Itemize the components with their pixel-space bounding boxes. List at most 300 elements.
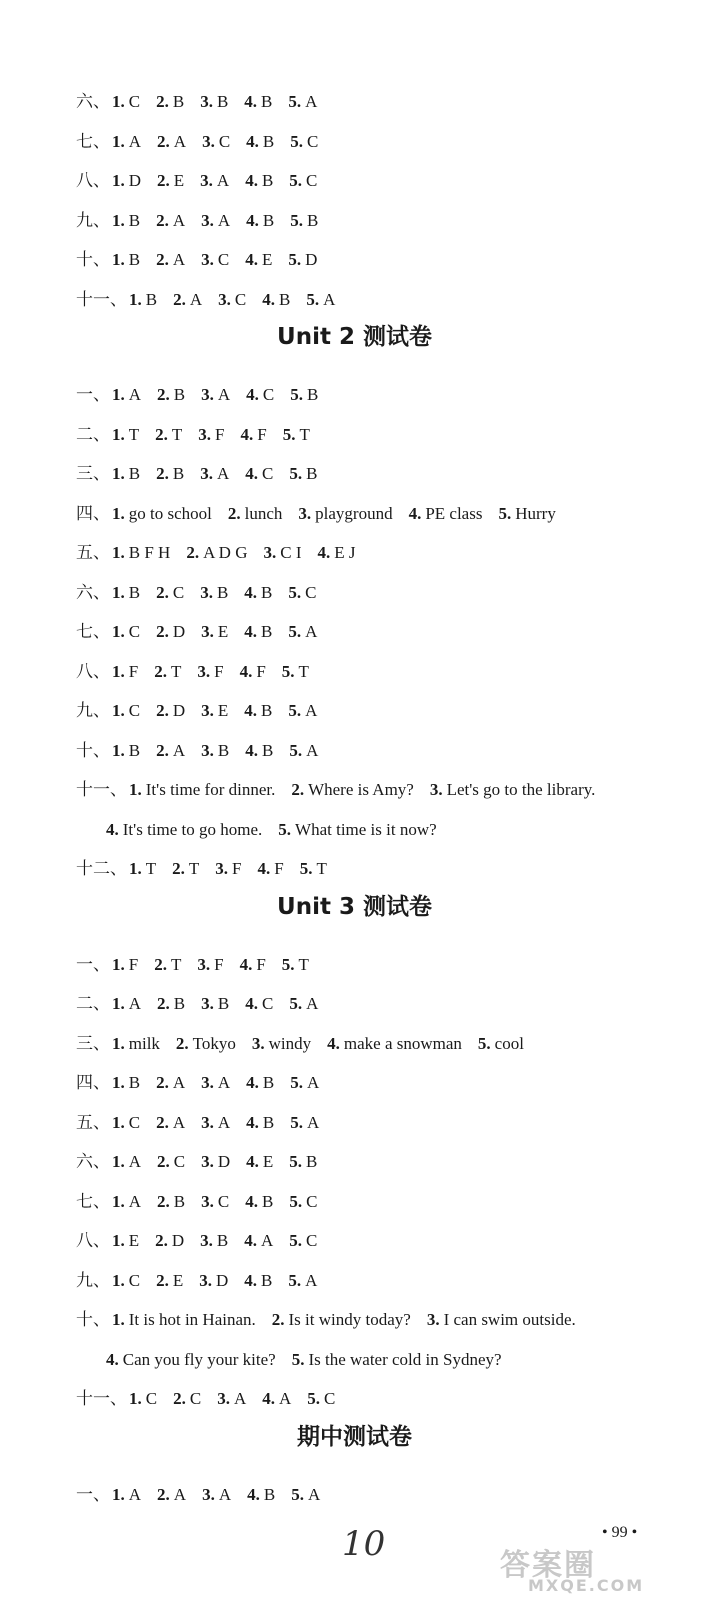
answer-number: 1. xyxy=(112,210,125,230)
answer-value: A xyxy=(278,1389,292,1408)
answer-value: F xyxy=(232,859,242,878)
answer-value: C xyxy=(128,1270,141,1290)
answer-number: 4. xyxy=(245,464,258,483)
answer-item xyxy=(201,1113,230,1133)
answer-item xyxy=(202,1485,231,1505)
answer-number: 5. xyxy=(288,582,302,602)
answer-row xyxy=(76,1073,335,1093)
answer-number: 2. xyxy=(154,661,167,681)
answer-number: 5. xyxy=(291,1484,304,1504)
answer-value: B xyxy=(261,171,274,190)
answer-value: A xyxy=(128,385,142,404)
answer-row xyxy=(76,504,572,524)
answer-number: 3. xyxy=(426,1310,440,1329)
question-group-label: 三、 xyxy=(76,464,110,483)
answer-value: A xyxy=(128,131,142,151)
answer-item xyxy=(200,92,228,112)
answer-number: 2. xyxy=(291,780,305,799)
answer-number: 2. xyxy=(156,250,169,269)
answer-number: 3. xyxy=(201,994,214,1013)
answer-number: 1. xyxy=(112,1484,125,1504)
answer-value: Is it windy today? xyxy=(288,1310,411,1329)
answer-number: 2. xyxy=(157,131,170,151)
answer-number: 1. xyxy=(112,424,125,444)
answer-item xyxy=(240,662,266,682)
answer-value: make a snowman xyxy=(343,1033,462,1053)
answer-item xyxy=(112,1113,140,1133)
answer-value: T xyxy=(298,954,309,974)
answer-number: 2. xyxy=(156,1112,169,1132)
answer-number: 4. xyxy=(245,171,258,190)
answer-row xyxy=(76,250,333,270)
answer-item xyxy=(157,171,184,191)
answer-item xyxy=(244,1271,272,1291)
answer-number: 4. xyxy=(244,582,258,602)
answer-value: I can swim outside. xyxy=(443,1310,576,1329)
answer-value: B xyxy=(173,385,186,404)
answer-value: C xyxy=(189,1389,202,1408)
question-group-label: 十、 xyxy=(76,740,110,760)
answer-number: 4. xyxy=(106,1349,119,1369)
answer-value: A xyxy=(172,1073,186,1092)
answer-row xyxy=(76,464,333,484)
answer-item xyxy=(201,1192,229,1212)
answer-number: 1. xyxy=(112,1231,125,1250)
answer-number: 2. xyxy=(157,171,170,190)
answer-item xyxy=(112,1310,256,1330)
answer-number: 3. xyxy=(215,859,229,878)
answer-number: 2. xyxy=(157,1484,170,1504)
answer-number: 1. xyxy=(112,92,125,111)
answer-number: 5. xyxy=(290,131,303,151)
answer-item xyxy=(112,504,212,524)
answer-number: 1. xyxy=(129,859,142,878)
answer-number: 2. xyxy=(156,1073,169,1092)
answer-value: A xyxy=(128,994,142,1013)
answer-row xyxy=(76,583,332,603)
answer-item xyxy=(197,662,223,682)
question-group-label: 二、 xyxy=(76,424,110,444)
answer-item xyxy=(498,504,555,524)
answer-number: 1. xyxy=(112,131,125,151)
answer-value: B xyxy=(261,1191,274,1211)
answer-value: B xyxy=(306,464,318,483)
answer-number: 5. xyxy=(306,289,320,309)
answer-value: A xyxy=(172,1112,186,1132)
answer-item xyxy=(262,1389,291,1409)
answer-number: 3. xyxy=(218,289,231,309)
answer-item xyxy=(156,250,185,270)
question-group-label: 九、 xyxy=(76,701,110,720)
answer-value: What time is it now? xyxy=(295,819,437,839)
answer-item xyxy=(129,290,157,310)
answer-item xyxy=(288,92,317,112)
answer-number: 1. xyxy=(112,543,125,562)
answer-value: C xyxy=(128,622,141,641)
answer-value: C xyxy=(128,701,141,720)
answer-item xyxy=(289,1231,317,1251)
answer-item xyxy=(200,583,228,603)
answer-value: B xyxy=(261,740,274,760)
answer-value: B xyxy=(216,1231,229,1250)
answer-value: C xyxy=(306,1231,318,1250)
answer-item xyxy=(112,250,140,270)
answer-row xyxy=(76,543,371,563)
question-group-label: 五、 xyxy=(76,1112,110,1132)
answer-value: go to school xyxy=(128,503,212,523)
answer-number: 4. xyxy=(245,1191,258,1211)
answer-item xyxy=(244,583,272,603)
answer-row xyxy=(76,385,334,405)
answer-number: 4. xyxy=(262,1389,275,1408)
question-group-label: 十、 xyxy=(76,250,110,269)
answer-item xyxy=(201,1073,230,1093)
answer-item xyxy=(201,211,230,231)
answer-number: 2. xyxy=(156,210,169,230)
question-group-label: 三、 xyxy=(76,1033,110,1053)
answer-item xyxy=(290,1113,319,1133)
question-group-label: 八、 xyxy=(76,171,110,190)
answer-value: B xyxy=(263,1484,276,1504)
answer-item xyxy=(215,859,241,879)
answer-row xyxy=(76,1271,333,1291)
watermark-main: 答案圈 xyxy=(500,1548,596,1583)
answer-number: 1. xyxy=(112,661,125,681)
answer-value: B xyxy=(128,464,141,483)
answer-item xyxy=(290,132,318,152)
answer-number: 3. xyxy=(298,503,312,523)
answer-item xyxy=(200,1231,228,1251)
answer-number: 1. xyxy=(112,1073,125,1092)
answer-number: 2. xyxy=(156,740,169,760)
section-heading: Unit 3 测试卷 xyxy=(277,893,432,920)
answer-number: 5. xyxy=(307,1389,320,1408)
question-group-label: 四、 xyxy=(76,1073,110,1092)
answer-number: 4. xyxy=(246,1112,259,1132)
answer-number: 3. xyxy=(199,1270,212,1290)
answer-value: A xyxy=(323,289,336,309)
answer-value: Let's go to the library. xyxy=(446,780,596,799)
answer-value: B xyxy=(306,1152,318,1171)
answer-value: lunch xyxy=(244,503,283,523)
answer-row xyxy=(76,1113,335,1133)
answer-row xyxy=(76,622,333,642)
answer-number: 3. xyxy=(201,740,214,760)
answer-number: 4. xyxy=(106,819,119,839)
answer-value: B xyxy=(145,289,158,309)
answer-value: F xyxy=(214,661,224,681)
question-group-label: 八、 xyxy=(76,1231,110,1250)
answer-item xyxy=(218,290,246,310)
answer-number: 2. xyxy=(175,1033,189,1053)
answer-value: C xyxy=(261,994,274,1013)
answer-value: E xyxy=(173,171,185,190)
answer-value: E xyxy=(262,1152,274,1171)
question-group-label: 九、 xyxy=(76,210,110,230)
answer-item xyxy=(157,1485,186,1505)
answer-value: B xyxy=(128,210,141,230)
answer-value: A xyxy=(307,1112,320,1132)
answer-item xyxy=(307,1389,335,1409)
answer-item xyxy=(298,504,392,524)
answer-item xyxy=(112,1271,140,1291)
answer-number: 2. xyxy=(271,1310,285,1329)
answer-number: 3. xyxy=(200,92,213,111)
answer-item xyxy=(202,132,230,152)
answer-row xyxy=(76,1485,336,1505)
answer-number: 2. xyxy=(156,92,169,111)
answer-number: 5. xyxy=(288,701,302,720)
answer-value: It's time to go home. xyxy=(122,819,263,839)
answer-value: D xyxy=(172,622,186,641)
answer-number: 5. xyxy=(278,819,292,839)
answer-value: A xyxy=(216,464,230,483)
answer-number: 2. xyxy=(156,464,169,483)
answer-value: C xyxy=(218,131,231,151)
answer-item xyxy=(112,741,140,761)
answer-value: B xyxy=(128,1073,141,1092)
answer-value: B xyxy=(262,131,275,151)
answer-value: cool xyxy=(494,1033,524,1053)
answer-item xyxy=(245,250,272,270)
answer-item xyxy=(246,385,274,405)
answer-number: 5. xyxy=(288,250,302,269)
answer-number: 3. xyxy=(429,780,443,799)
answer-item xyxy=(290,211,318,231)
answer-item xyxy=(290,385,318,405)
answer-item xyxy=(112,171,141,191)
answer-number: 3. xyxy=(202,131,215,151)
question-group-label: 一、 xyxy=(76,385,110,404)
answer-number: 5. xyxy=(289,994,303,1013)
answer-value: B xyxy=(261,1270,273,1290)
question-group-label: 十一、 xyxy=(76,289,127,309)
answer-value: B F H xyxy=(128,543,171,562)
answer-number: 1. xyxy=(112,582,125,602)
answer-number: 4. xyxy=(244,701,258,720)
question-group-label: 六、 xyxy=(76,92,110,111)
answer-number: 3. xyxy=(217,1389,230,1408)
answer-number: 3. xyxy=(201,250,214,269)
answer-item xyxy=(155,425,182,445)
answer-value: windy xyxy=(268,1033,312,1053)
answer-item xyxy=(198,425,224,445)
answer-value: F xyxy=(128,954,139,974)
answer-item xyxy=(246,1152,273,1172)
answer-number: 2. xyxy=(157,1191,170,1211)
answer-number: 1. xyxy=(112,464,125,483)
answer-item xyxy=(244,701,272,721)
question-group-label: 一、 xyxy=(76,1484,110,1504)
answer-number: 1. xyxy=(112,1112,125,1132)
answer-value: F xyxy=(215,424,225,444)
question-group-label: 四、 xyxy=(76,503,110,523)
answer-row xyxy=(76,662,325,682)
answer-value: C xyxy=(217,1191,230,1211)
answer-number: 5. xyxy=(288,92,302,111)
answer-value: B xyxy=(261,582,273,602)
answer-value: A xyxy=(217,1112,231,1132)
answer-value: A xyxy=(173,131,187,151)
answer-value: T xyxy=(171,424,183,444)
answer-item xyxy=(156,583,184,603)
answer-number: 5. xyxy=(290,385,303,404)
answer-number: 4. xyxy=(408,503,422,523)
question-group-label: 十二、 xyxy=(76,859,127,878)
answer-number: 2. xyxy=(156,622,169,641)
answer-value: T xyxy=(170,954,182,974)
answer-number: 4. xyxy=(317,543,331,562)
answer-value: A xyxy=(172,210,186,230)
answer-number: 3. xyxy=(201,1191,214,1211)
answer-item xyxy=(112,662,138,682)
answer-item xyxy=(306,290,335,310)
answer-value: A xyxy=(172,250,186,269)
answer-row xyxy=(76,741,334,761)
answer-item xyxy=(201,385,230,405)
answer-value: A xyxy=(306,740,319,760)
answer-number: 4. xyxy=(257,859,271,878)
answer-number: 4. xyxy=(246,385,259,404)
answer-row xyxy=(76,1231,333,1251)
answer-item xyxy=(478,1034,524,1054)
question-group-label: 七、 xyxy=(76,622,110,641)
answer-item xyxy=(288,1271,317,1291)
answer-value: A xyxy=(306,994,319,1013)
answer-item xyxy=(201,250,229,270)
answer-number: 2. xyxy=(155,1231,168,1250)
answer-item xyxy=(263,543,301,563)
question-group-label: 八、 xyxy=(76,661,110,681)
answer-value: playground xyxy=(315,503,393,523)
answer-item xyxy=(201,741,229,761)
answer-number: 4. xyxy=(244,1270,258,1290)
answer-value: C xyxy=(172,582,185,602)
answer-value: F xyxy=(257,424,267,444)
answer-number: 4. xyxy=(245,740,258,760)
answer-row xyxy=(76,859,343,879)
answer-number: 4. xyxy=(246,1152,259,1171)
answer-value: E xyxy=(217,701,229,720)
answer-number: 5. xyxy=(281,954,295,974)
answer-item xyxy=(129,780,275,800)
answer-value: B xyxy=(173,1191,186,1211)
answer-number: 3. xyxy=(197,661,211,681)
answer-item xyxy=(300,859,327,879)
answer-value: C xyxy=(305,582,317,602)
answer-value: milk xyxy=(128,1033,160,1053)
answer-number: 3. xyxy=(198,424,212,444)
answer-number: 2. xyxy=(173,1389,186,1408)
answer-value: Hurry xyxy=(515,503,556,523)
answer-value: F xyxy=(256,661,266,681)
answer-item xyxy=(246,132,274,152)
answer-value: C xyxy=(173,1152,186,1171)
answer-value: A xyxy=(218,1484,232,1504)
answer-number: 5. xyxy=(289,1231,303,1250)
answer-number: 3. xyxy=(263,543,277,562)
answer-item xyxy=(288,701,317,721)
answer-item xyxy=(241,425,267,445)
answer-number: 1. xyxy=(112,385,125,404)
answer-item xyxy=(186,543,247,563)
answer-row xyxy=(76,92,333,112)
answer-value: D xyxy=(215,1270,229,1290)
answer-number: 3. xyxy=(202,1484,215,1504)
answer-item xyxy=(112,1231,139,1251)
section-heading: Unit 2 测试卷 xyxy=(277,324,432,350)
answer-value: T xyxy=(145,859,157,878)
answer-number: 4. xyxy=(247,1484,260,1504)
answer-item xyxy=(112,385,141,405)
answer-value: B xyxy=(217,740,230,760)
answer-item xyxy=(246,1073,274,1093)
answer-number: 1. xyxy=(112,954,125,974)
answer-value: C xyxy=(306,1191,318,1211)
answer-value: B xyxy=(172,92,185,111)
answer-item xyxy=(112,994,141,1014)
answer-number: 1. xyxy=(112,994,125,1013)
answer-number: 3. xyxy=(200,1231,213,1250)
answer-value: B xyxy=(217,994,230,1013)
answer-value: C xyxy=(324,1389,336,1408)
answer-number: 4. xyxy=(245,994,258,1013)
answer-item xyxy=(200,171,229,191)
answer-item xyxy=(430,780,596,800)
answer-number: 4. xyxy=(239,661,253,681)
answer-number: 1. xyxy=(112,1270,125,1290)
question-group-label: 十一、 xyxy=(76,780,127,799)
answer-item xyxy=(172,859,199,879)
answer-row xyxy=(76,290,351,310)
answer-item xyxy=(106,820,262,840)
answer-number: 2. xyxy=(156,582,169,602)
answer-item xyxy=(156,1113,185,1133)
answer-number: 5. xyxy=(290,210,303,230)
answer-number: 2. xyxy=(155,424,168,444)
answer-number: 3. xyxy=(200,582,213,602)
answer-number: 5. xyxy=(288,1270,302,1290)
answer-value: A xyxy=(233,1389,247,1408)
answer-number: 3. xyxy=(251,1033,265,1053)
question-group-label: 一、 xyxy=(76,954,110,974)
answer-value: B xyxy=(262,210,275,230)
answer-item xyxy=(228,504,283,524)
answer-item xyxy=(252,1034,311,1054)
answer-value: B xyxy=(216,92,229,111)
answer-value: C I xyxy=(280,543,302,562)
answer-item xyxy=(157,1152,185,1172)
answer-number: 1. xyxy=(112,503,125,523)
answer-item xyxy=(154,955,181,975)
answer-number: 1. xyxy=(112,740,125,760)
answer-item xyxy=(201,994,229,1014)
answer-row xyxy=(76,425,326,445)
answer-value: C xyxy=(261,464,274,483)
answer-value: A xyxy=(305,622,318,641)
answer-item xyxy=(129,1389,157,1409)
answer-value: PE class xyxy=(425,503,483,523)
answer-value: A xyxy=(307,1484,321,1504)
answer-value: A xyxy=(189,289,203,309)
answer-number: 5. xyxy=(282,424,296,444)
answer-value: Can you fly your kite? xyxy=(122,1349,276,1369)
answer-number: 3. xyxy=(201,1073,214,1092)
answer-item xyxy=(106,1350,276,1370)
answer-value: A xyxy=(172,740,186,760)
answer-item xyxy=(112,1152,141,1172)
answer-item xyxy=(112,211,140,231)
